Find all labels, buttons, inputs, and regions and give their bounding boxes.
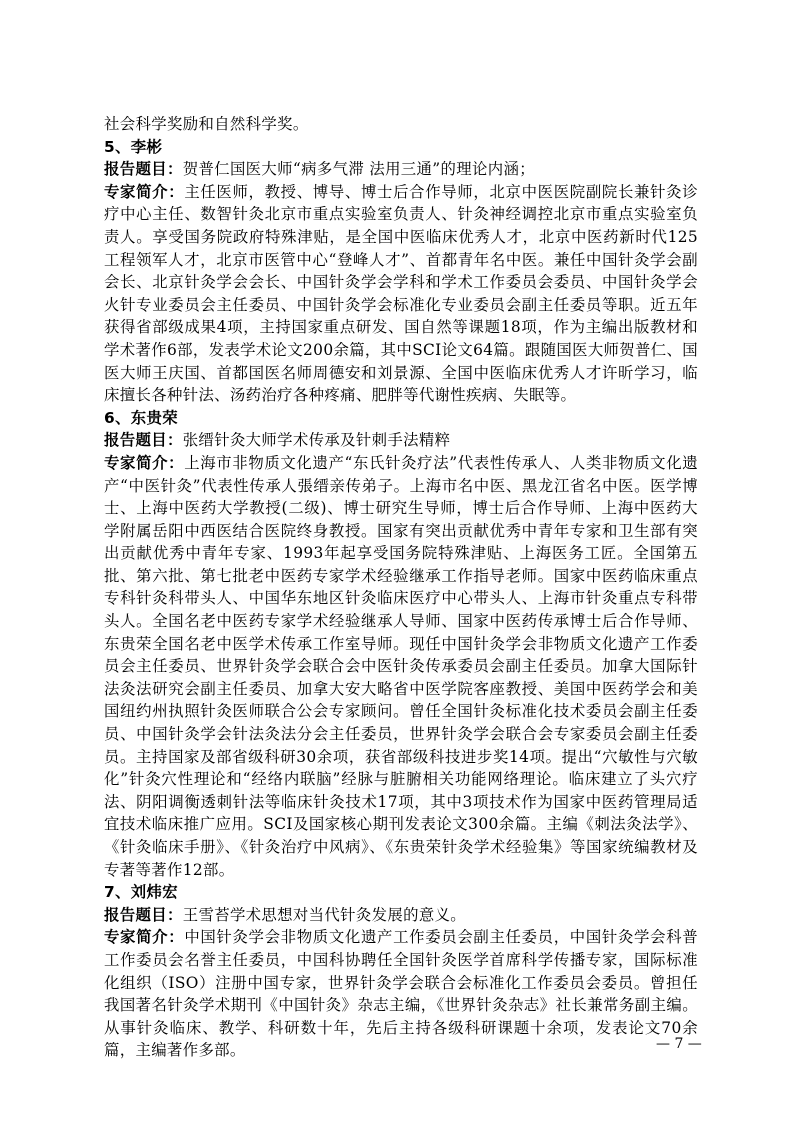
report-topic	[104, 904, 698, 927]
page-number: — 7 —	[656, 1036, 702, 1052]
bio-label: 专家简介：	[104, 453, 185, 472]
topic-text: 贺普仁国医大师“病多气滞 法用三通”的理论内涵；	[182, 160, 535, 179]
expert-section-dong-guirong	[104, 407, 698, 881]
expert-bio	[104, 452, 698, 881]
bio-label: 专家简介：	[104, 182, 185, 201]
expert-heading: 6、东贵荣	[104, 408, 179, 427]
topic-text: 张缙针灸大师学术传承及针刺手法精粹	[182, 431, 451, 450]
expert-heading: 5、李彬	[104, 137, 163, 156]
expert-section-li-bin	[104, 136, 698, 407]
topic-label: 报告题目：	[104, 160, 183, 179]
intro-line: 社会科学奖励和自然科学奖。	[104, 115, 309, 133]
expert-bio	[104, 181, 698, 407]
report-topic	[104, 429, 698, 452]
bio-text: 中国针灸学会非物质文化遗产工作委员会副主任委员，中国针灸学会科普工作委员会名誉主任委员，中国科协聘任全国针灸医学首席科学传播专家，国际标准化组织（ISO）注册中国专家，世界针灸学会联合会标准化工作委员会委员。曾担任我国著名针灸学术期刊《中国针灸》杂志主编，《世界针灸杂志》社长兼常务副主编。从事针灸临床、教学、科研数十年，先后主持各级科研课题十余项，发表论文70余篇，主编著作多部。	[104, 928, 698, 1060]
bio-label: 专家简介：	[104, 928, 185, 947]
topic-text: 王雪苔学术思想对当代针灸发展的意义。	[182, 905, 467, 924]
topic-label: 报告题目：	[104, 431, 183, 450]
report-topic	[104, 158, 698, 181]
expert-bio	[104, 926, 698, 1062]
expert-section-liu-weihong	[104, 881, 698, 1062]
bio-text: 主任医师，教授、博导、博士后合作导师，北京中医医院副院长兼针灸诊疗中心主任、数智针灸北京市重点实验室负责人、针灸神经调控北京市重点实验室负责人。享受国务院政府特殊津贴，是全国中医临床优秀人才，北京中医药新时代125工程领军人才，北京市医管中心“登峰人才”、首都青年名中医。兼任中国针灸学会副会长、北京针灸学会会长、中国针灸学会学科和学术工作委员会委员、中国针灸学会火针专业委员会主任委员、中国针灸学会标准化专业委员会副主任委员等职。近五年获得省部级成果4项，主持国家重点研发、国自然等课题18项，作为主编出版教材和学术著作6部，发表学术论文200余篇，其中SCI论文64篇。跟随国医大师贺普仁、国医大师王庆国、首都国医名师周德安和刘景源、全国中医临床优秀人才许昕学习，临床擅长各种针法、汤药治疗各种疼痛、肥胖等代谢性疾病、失眠等。	[104, 182, 699, 405]
topic-label: 报告题目：	[104, 905, 183, 924]
document-body	[104, 113, 698, 1062]
expert-heading: 7、刘炜宏	[104, 883, 179, 902]
bio-text: 上海市非物质文化遗产“东氏针灸疗法”代表性传承人、人类非物质文化遗产“中医针灸”代表性传承人張缙亲传弟子。上海市名中医、黑龙江省名中医。医学博士、上海中医药大学教授(二级)、博士研究生导师，博士后合作导师、上海中医药大学附属岳阳中西医结合医院终身教授。国家有突出贡献优秀中青年专家和卫生部有突出贡献优秀中青年专家、1993年起享受国务院特殊津贴、上海医务工匠。全国第五批、第六批、第七批老中医药专家学术经验继承工作指导老师。国家中医药临床重点专科针灸科带头人、中国华东地区针灸临床医疗中心带头人、上海市针灸重点专科带头人。全国名老中医药专家学术经验继承人导师、国家中医药传承博士后合作导师、东贵荣全国名老中医学术传承工作室导师。现任中国针灸学会非物质文化遗产工作委员会主任委员、世界针灸学会联合会中医针灸传承委员会副主任委员。加拿大国际针法灸法研究会副主任委员、加拿大安大略省中医学院客座教授、美国中医药学会和美国纽约州执照针灸医师联合公会专家顾问。曾任全国针灸标准化技术委员会副主任委员、中国针灸学会针法灸法分会主任委员，世界针灸学会联合会专家委员会副主任委员。主持国家及部省级科研30余项，获省部级科技进步奖14项。提出“穴敏性与穴敏化”针灸穴性理论和“经络内联脑”经脉与脏腑相关功能网络理论。临床建立了头穴疗法、阴阳调衡透刺针法等临床针灸技术17项，其中3项技术作为国家中医药管理局适宜技术临床推广应用。SCI及国家核心期刊发表论文300余篇。主编《刺法灸法学》、《针灸临床手册》、《针灸治疗中风病》、《东贵荣针灸学术经验集》等国家统编教材及专著等著作12部。	[104, 453, 698, 879]
